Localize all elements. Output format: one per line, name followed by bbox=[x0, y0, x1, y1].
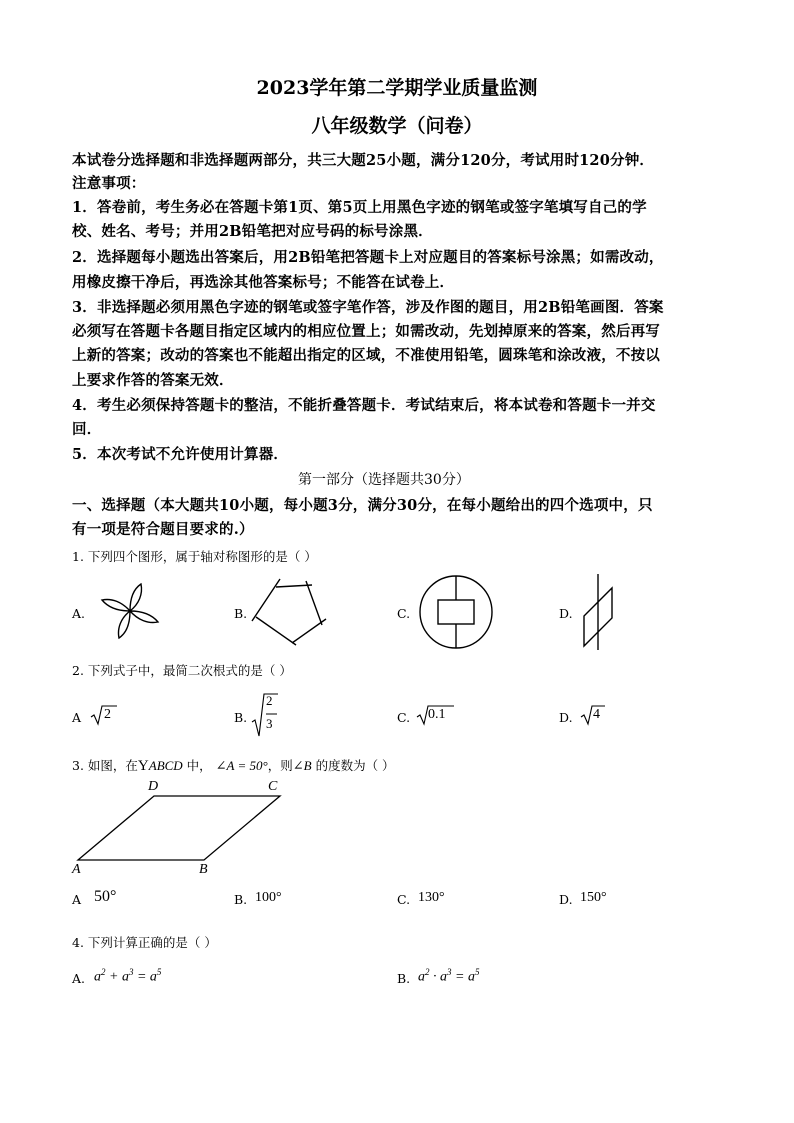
notes-heading: 注意事项： bbox=[72, 175, 146, 192]
q4-option-a-label: A. bbox=[72, 971, 86, 986]
q3-option-d-label: D. bbox=[559, 892, 573, 907]
q3-option-a-value: 50° bbox=[94, 888, 117, 905]
q3-option-a-label: A bbox=[72, 892, 82, 907]
parallelogram-symbol: Y bbox=[137, 758, 149, 774]
note-line: 5．本次考试不允许使用计算器． bbox=[72, 446, 289, 463]
q3-stem-then: ，则 bbox=[267, 758, 293, 773]
note-line: 校、姓名、考号；并用2B铅笔把对应号码的标号涂黑． bbox=[72, 223, 433, 240]
pinwheel-figure bbox=[92, 580, 172, 642]
radicand-a: 2 bbox=[104, 707, 111, 722]
q3-stem-suffix: 的度数为（ ） bbox=[311, 758, 395, 773]
radicand-b-numerator: 2 bbox=[266, 693, 273, 708]
note-line: 2．选择题每小题选出答案后，用2B铅笔把答题卡上对应题目的答案标号涂黑；如需改动， bbox=[72, 249, 664, 266]
vertex-b-label: B bbox=[199, 862, 208, 877]
q4-option-b-expression: $a^2 \cdot a^3 = a^5$ bbox=[418, 967, 480, 985]
q4-option-b-label: B. bbox=[397, 971, 411, 986]
q1-option-d-label: D. bbox=[559, 606, 573, 621]
note-line: 1．答卷前，考生务必在答题卡第1页、第5页上用黑色字迹的钢笔或签字笔填写自己的学 bbox=[72, 199, 647, 216]
question-4-stem: 4. 下列计算正确的是（ ） bbox=[72, 935, 217, 950]
parallelogram-abcd-figure bbox=[74, 794, 284, 864]
part1-heading: 第一部分（选择题共30分） bbox=[298, 472, 470, 488]
radicand-b-denominator: 3 bbox=[266, 716, 273, 731]
radicand-d: 4 bbox=[593, 707, 600, 722]
note-line: 上要求作答的答案无效． bbox=[72, 372, 234, 389]
q4-option-a-expression: $a^2 + a^3 = a^5$ bbox=[94, 967, 162, 985]
vertex-c-label: C bbox=[268, 779, 278, 794]
q1-option-a-label: A. bbox=[72, 606, 86, 621]
note-line: 必须写在答题卡各题目指定区域内的相应位置上；如需改动，先划掉原来的答案，然后再写 bbox=[72, 323, 660, 340]
q3-option-c-label: C. bbox=[397, 892, 411, 907]
vertex-a-label: A bbox=[72, 862, 81, 877]
question-2-stem: 2. 下列式子中，最简二次根式的是（ ） bbox=[72, 663, 292, 678]
question-1-stem: 1. 下列四个图形，属于轴对称图形的是（ ） bbox=[72, 549, 317, 564]
q3-option-b-value: 100° bbox=[255, 890, 282, 905]
coin-figure bbox=[418, 574, 494, 650]
q3-stem-prefix: 3. 如图，在 bbox=[72, 758, 138, 773]
radicand-c: 0.1 bbox=[428, 707, 446, 722]
q2-option-a-label: A bbox=[72, 710, 82, 725]
q3-angle-a: ∠A = 50° bbox=[215, 758, 268, 773]
note-line: 4．考生必须保持答题卡的整洁，不能折叠答题卡．考试结束后，将本试卷和答题卡一并交 bbox=[72, 397, 656, 414]
q3-stem-mid: 中， bbox=[182, 758, 216, 773]
note-line: 上新的答案；改动的答案也不能超出指定的区域，不准使用铅笔，圆珠笔和涂改液，不按以 bbox=[72, 347, 660, 364]
q3-option-d-value: 150° bbox=[580, 890, 607, 905]
q3-option-b-label: B. bbox=[234, 892, 248, 907]
q3-abcd: ABCD bbox=[148, 758, 183, 773]
parallelogram-axis-figure bbox=[576, 572, 632, 652]
q1-option-b-label: B. bbox=[234, 606, 248, 621]
vertex-d-label: D bbox=[148, 779, 159, 794]
intro-text: 本试卷分选择题和非选择题两部分，共三大题25小题，满分120分，考试用时120分钟． bbox=[72, 152, 655, 169]
q2-option-d-label: D. bbox=[559, 710, 573, 725]
note-line: 回． bbox=[72, 421, 102, 438]
q2-option-c-label: C. bbox=[397, 710, 411, 725]
note-line: 用橡皮擦干净后，再选涂其他答案标号；不能答在试卷上． bbox=[72, 274, 455, 291]
exam-title: 2023学年第二学期学业质量监测 bbox=[256, 77, 538, 99]
section-line: 一、选择题（本大题共10小题，每小题3分，满分30分，在每小题给出的四个选项中，只 bbox=[72, 497, 653, 514]
question-3-stem bbox=[72, 756, 395, 775]
sqrt-icon bbox=[251, 692, 279, 738]
section-line: 有一项是符合题目要求的.） bbox=[72, 521, 254, 538]
q1-option-c-label: C. bbox=[397, 606, 411, 621]
exam-subtitle: 八年级数学（问卷） bbox=[311, 115, 483, 137]
q3-option-c-value: 130° bbox=[418, 890, 445, 905]
note-line: 3．非选择题必须用黑色字迹的钢笔或签字笔作答，涉及作图的题目，用2B铅笔画图．答案 bbox=[72, 299, 664, 316]
q3-angle-b: ∠B bbox=[292, 758, 312, 773]
q2-option-b-label: B. bbox=[234, 710, 248, 725]
open-pentagon-figure bbox=[250, 575, 340, 647]
